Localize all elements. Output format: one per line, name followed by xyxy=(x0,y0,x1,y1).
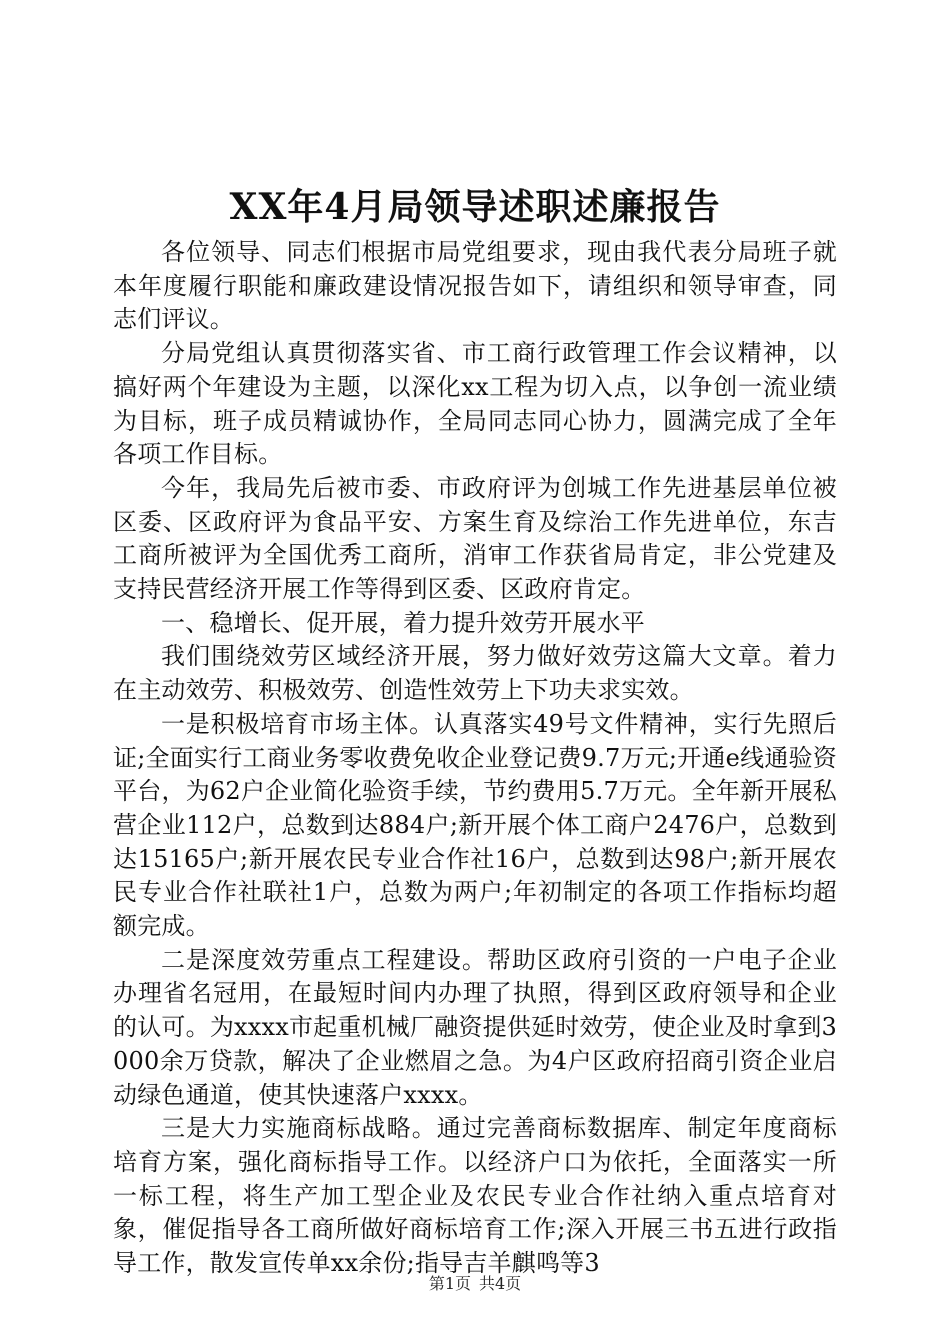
page-number: 第1页 xyxy=(428,1274,471,1293)
paragraph-market-entities: 一是积极培育市场主体。认真落实49号文件精神，实行先照后证;全面实行工商业务零收费免收企业登记费9.7万元;开通e线通验资平台，为62户企业简化验资手续，节约费用5.7万元。全年新开展私营企业112户，总数到达884户;新开展个体工商户2476户，总数到达15165户;新开展农民专业合作社16户，总数到达98户;新开展农民专业合作社联社1户，总数为两户;年初制定的各项工作指标均超额完成。 xyxy=(113,709,837,941)
paragraph-trademark-strategy: 三是大力实施商标战略。通过完善商标数据库、制定年度商标培育方案，强化商标指导工作。以经济户口为依托，全面落实一所一标工程，将生产加工型企业及农民专业合作社纳入重点培育对象，催促指导各工商所做好商标培育工作;深入开展三书五进行政指导工作，散发宣传单xx余份;指导吉羊麒鸣等3 xyxy=(113,1114,837,1278)
paragraph-intro: 各位领导、同志们根据市局党组要求，现由我代表分局班子就本年度履行职能和廉政建设情况报告如下，请组织和领导审查，同志们评议。 xyxy=(113,238,837,334)
paragraph-service: 我们围绕效劳区域经济开展，努力做好效劳这篇大文章。着力在主动效劳、积极效劳、创造性效劳上下功夫求实效。 xyxy=(113,642,837,705)
paragraph-overview: 分局党组认真贯彻落实省、市工商行政管理工作会议精神，以搞好两个年建设为主题，以深化xx工程为切入点，以争创一流业绩为目标，班子成员精诚协作，全局同志同心协力，圆满完成了全年各项工作目标。 xyxy=(113,339,837,469)
paragraph-honors: 今年，我局先后被市委、市政府评为创城工作先进基层单位被区委、区政府评为食品平安、方案生育及综治工作先进单位，东吉工商所被评为全国优秀工商所，消审工作获省局肯定，非公党建及支持民营经济开展工作等得到区委、区政府肯定。 xyxy=(113,473,837,604)
page-total: 共4页 xyxy=(479,1274,522,1293)
paragraph-key-projects: 二是深度效劳重点工程建设。帮助区政府引资的一户电子企业办理省名冠用，在最短时间内办理了执照，得到区政府领导和企业的认可。为xxxx市起重机械厂融资提供延时效劳，使企业及时拿到3000余万贷款，解决了企业燃眉之急。为4户区政府招商引资企业启动绿色通道，使其快速落户xxxx。 xyxy=(113,945,837,1109)
section-heading-1: 一、稳增长、促开展，着力提升效劳开展水平 xyxy=(161,608,645,637)
page-title: XX年4月局领导述职述廉报告 xyxy=(229,186,721,228)
page-footer xyxy=(0,1274,950,1294)
document-body xyxy=(113,236,837,1281)
